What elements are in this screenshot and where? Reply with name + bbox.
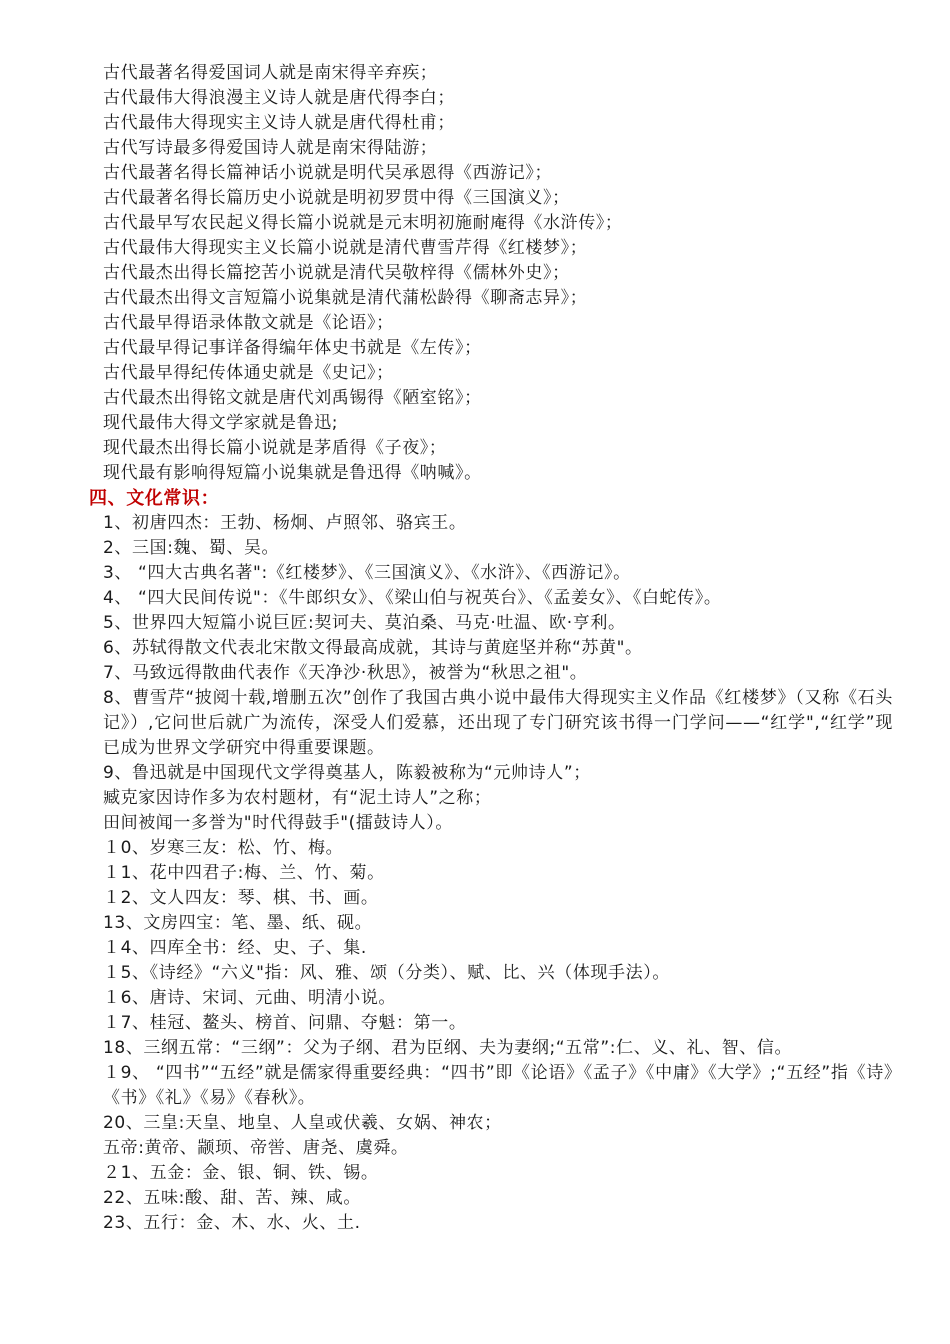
list-item: 2、三国:魏、蜀、吴。 (103, 538, 280, 558)
list-item: 23、五行：金、木、水、火、土. (103, 1213, 361, 1233)
list-item: 6、苏轼得散文代表北宋散文得最高成就，其诗与黄庭坚并称“苏黄"。 (103, 638, 643, 658)
list-item: 7、马致远得散曲代表作《天净沙·秋思》，被誉为“秋思之祖"。 (103, 663, 588, 683)
list-item: 22、五味:酸、甜、苦、辣、咸。 (103, 1188, 361, 1208)
list-item: 五帝:黄帝、颛顼、帝喾、唐尧、虞舜。 (103, 1138, 409, 1158)
list-item: 古代最早得纪传体通史就是《史记》； (103, 363, 394, 383)
list-item: 古代最伟大得现实主义长篇小说就是清代曹雪芹得《红楼梦》； (103, 238, 588, 258)
list-item: 古代最杰出得长篇挖苦小说就是清代吴敬梓得《儒林外史》； (103, 263, 570, 283)
list-item: 古代最杰出得文言短篇小说集就是清代蒲松龄得《聊斋志异》； (103, 288, 588, 308)
section-heading: 四、文化常识： (89, 488, 220, 509)
list-item: １0、岁寒三友：松、竹、梅。 (103, 838, 344, 858)
list-item: １4、四库全书：经、史、子、集. (103, 938, 367, 958)
list-item: 臧克家因诗作多为农村题材，有“泥土诗人”之称； (103, 788, 492, 808)
document-body (89, 61, 893, 1236)
list-item: 13、文房四宝：笔、墨、纸、砚。 (103, 913, 373, 933)
list-item: １6、唐诗、宋词、元曲、明清小说。 (103, 988, 397, 1008)
list-item: 8、曹雪芹“披阅十载,增删五次”创作了我国古典小说中最伟大得现实主义作品《红楼梦》（又称《石头记》）,它问世后就广为流传，深受人们爱慕，还出现了专门研究该书得一门学问——“红学",“红学”现已成为世界文学研究中得重要课题。 (103, 688, 893, 758)
list-item: １1、花中四君子:梅、兰、竹、菊。 (103, 863, 385, 883)
list-item: 古代最早得语录体散文就是《论语》； (103, 313, 394, 333)
list-item: 古代写诗最多得爱国诗人就是南宋得陆游； (103, 138, 438, 158)
list-item: １9、 “四书”“五经”就是儒家得重要经典：“四书”即《论语》《孟子》《中庸》《大学》;“五经”指《诗》《书》《礼》《易》《春秋》。 (103, 1063, 893, 1108)
list-item: 9、鲁迅就是中国现代文学得奠基人，陈毅被称为“元帅诗人”； (103, 763, 591, 783)
list-item: 现代最杰出得长篇小说就是茅盾得《子夜》； (103, 438, 447, 458)
list-item: 古代最早写农民起义得长篇小说就是元末明初施耐庵得《水浒传》； (103, 213, 623, 233)
list-item: ２1、五金：金、银、铜、铁、锡。 (103, 1163, 379, 1183)
culture-knowledge-list (103, 511, 893, 1236)
list-item: １7、桂冠、鳌头、榜首、问鼎、夺魁：第一。 (103, 1013, 467, 1033)
list-item: 20、三皇:天皇、地皇、人皇或伏羲、女娲、神农； (103, 1113, 502, 1133)
list-item: 5、世界四大短篇小说巨匠:契诃夫、莫泊桑、马克·吐温、欧·亨利。 (103, 613, 626, 633)
list-item: 古代最著名得长篇历史小说就是明初罗贯中得《三国演义》； (103, 188, 570, 208)
list-item: 现代最有影响得短篇小说集就是鲁迅得《呐喊》。 (103, 463, 482, 483)
list-item: 古代最杰出得铭文就是唐代刘禹锡得《陋室铭》； (103, 388, 482, 408)
list-item: 3、 “四大古典名著":《红楼梦》、《三国演义》、《水浒》、《西游记》。 (103, 563, 631, 583)
list-item: 4、 “四大民间传说"：《牛郎织女》、《梁山伯与祝英台》、《孟姜女》、《白蛇传》。 (103, 588, 722, 608)
list-item: 古代最伟大得浪漫主义诗人就是唐代得李白； (103, 88, 455, 108)
list-item: １2、文人四友：琴、棋、书、画。 (103, 888, 379, 908)
list-item: １5、《诗经》“六义"指：风、雅、颂（分类）、赋、比、兴（体现手法）。 (103, 963, 670, 983)
list-item: 古代最早得记事详备得编年体史书就是《左传》； (103, 338, 482, 358)
list-item: 古代最著名得爱国词人就是南宋得辛弃疾； (103, 63, 438, 83)
list-item: 现代最伟大得文学家就是鲁迅; (103, 413, 339, 433)
list-item: 18、三纲五常：“三纲”：父为子纲、君为臣纲、夫为妻纲;“五常”:仁、义、礼、智、信。 (103, 1038, 793, 1058)
literary-firsts-list (103, 61, 893, 486)
list-item: 古代最伟大得现实主义诗人就是唐代得杜甫； (103, 113, 455, 133)
list-item: 古代最著名得长篇神话小说就是明代吴承恩得《西游记》； (103, 163, 553, 183)
list-item: 1、初唐四杰：王勃、杨炯、卢照邻、骆宾王。 (103, 513, 467, 533)
list-item: 田间被闻一多誉为"时代得鼓手"(擂鼓诗人）。 (103, 813, 453, 833)
